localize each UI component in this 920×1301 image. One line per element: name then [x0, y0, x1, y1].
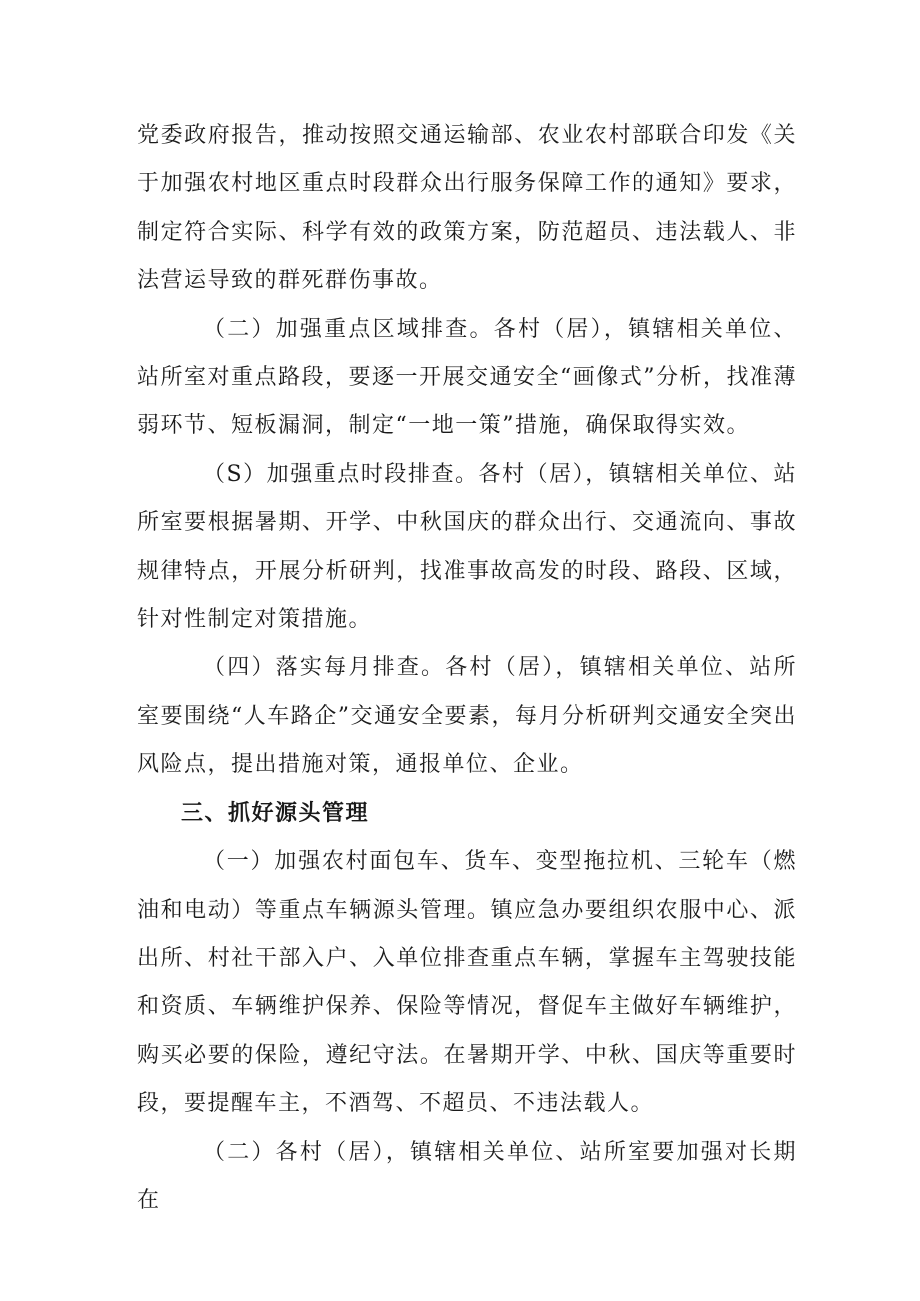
document-body	[137, 112, 797, 1225]
paragraph-report-continuation: 党委政府报告，推动按照交通运输部、农业农村部联合印发《关于加强农村地区重点时段群众出行服务保障工作的通知》要求，制定符合实际、科学有效的政策方案，防范超员、违法载人、非法营运导致的群死群伤事故。	[137, 123, 797, 294]
paragraph-key-vehicle-management: （一）加强农村面包车、货车、变型拖拉机、三轮车（燃油和电动）等重点车辆源头管理。镇应急办要组织农服中心、派出所、村社干部入户、入单位排查重点车辆，掌握车主驾驶技能和资质、车辆维护保养、保险等情况，督促车主做好车辆维护，购买必要的保险，遵纪守法。在暑期开学、中秋、国庆等重要时段，要提醒车主，不酒驾、不超员、不违法载人。	[137, 849, 797, 1117]
paragraph-key-area-inspection: （二）加强重点区域排查。各村（居），镇辖相关单位、站所室对重点路段，要逐一开展交通安全“画像式”分析，找准薄弱环节、短板漏洞，制定“一地一策”措施，确保取得实效。	[137, 316, 797, 439]
paragraph-long-term-unit-management: （二）各村（居），镇辖相关单位、站所室要加强对长期在	[137, 1139, 797, 1213]
paragraph-key-period-inspection: （S）加强重点时段排查。各村（居），镇辖相关单位、站所室要根据暑期、开学、中秋国庆的群众出行、交通流向、事故规律特点，开展分析研判，找准事故高发的时段、路段、区域，针对性制定对策措施。	[137, 461, 797, 633]
paragraph-monthly-inspection: （四）落实每月排查。各村（居），镇辖相关单位、站所室要围绕“人车路企”交通安全要素，每月分析研判交通安全突出风险点，提出措施对策，通报单位、企业。	[137, 655, 797, 778]
section-heading-source-management: 三、抓好源头管理	[181, 800, 370, 826]
